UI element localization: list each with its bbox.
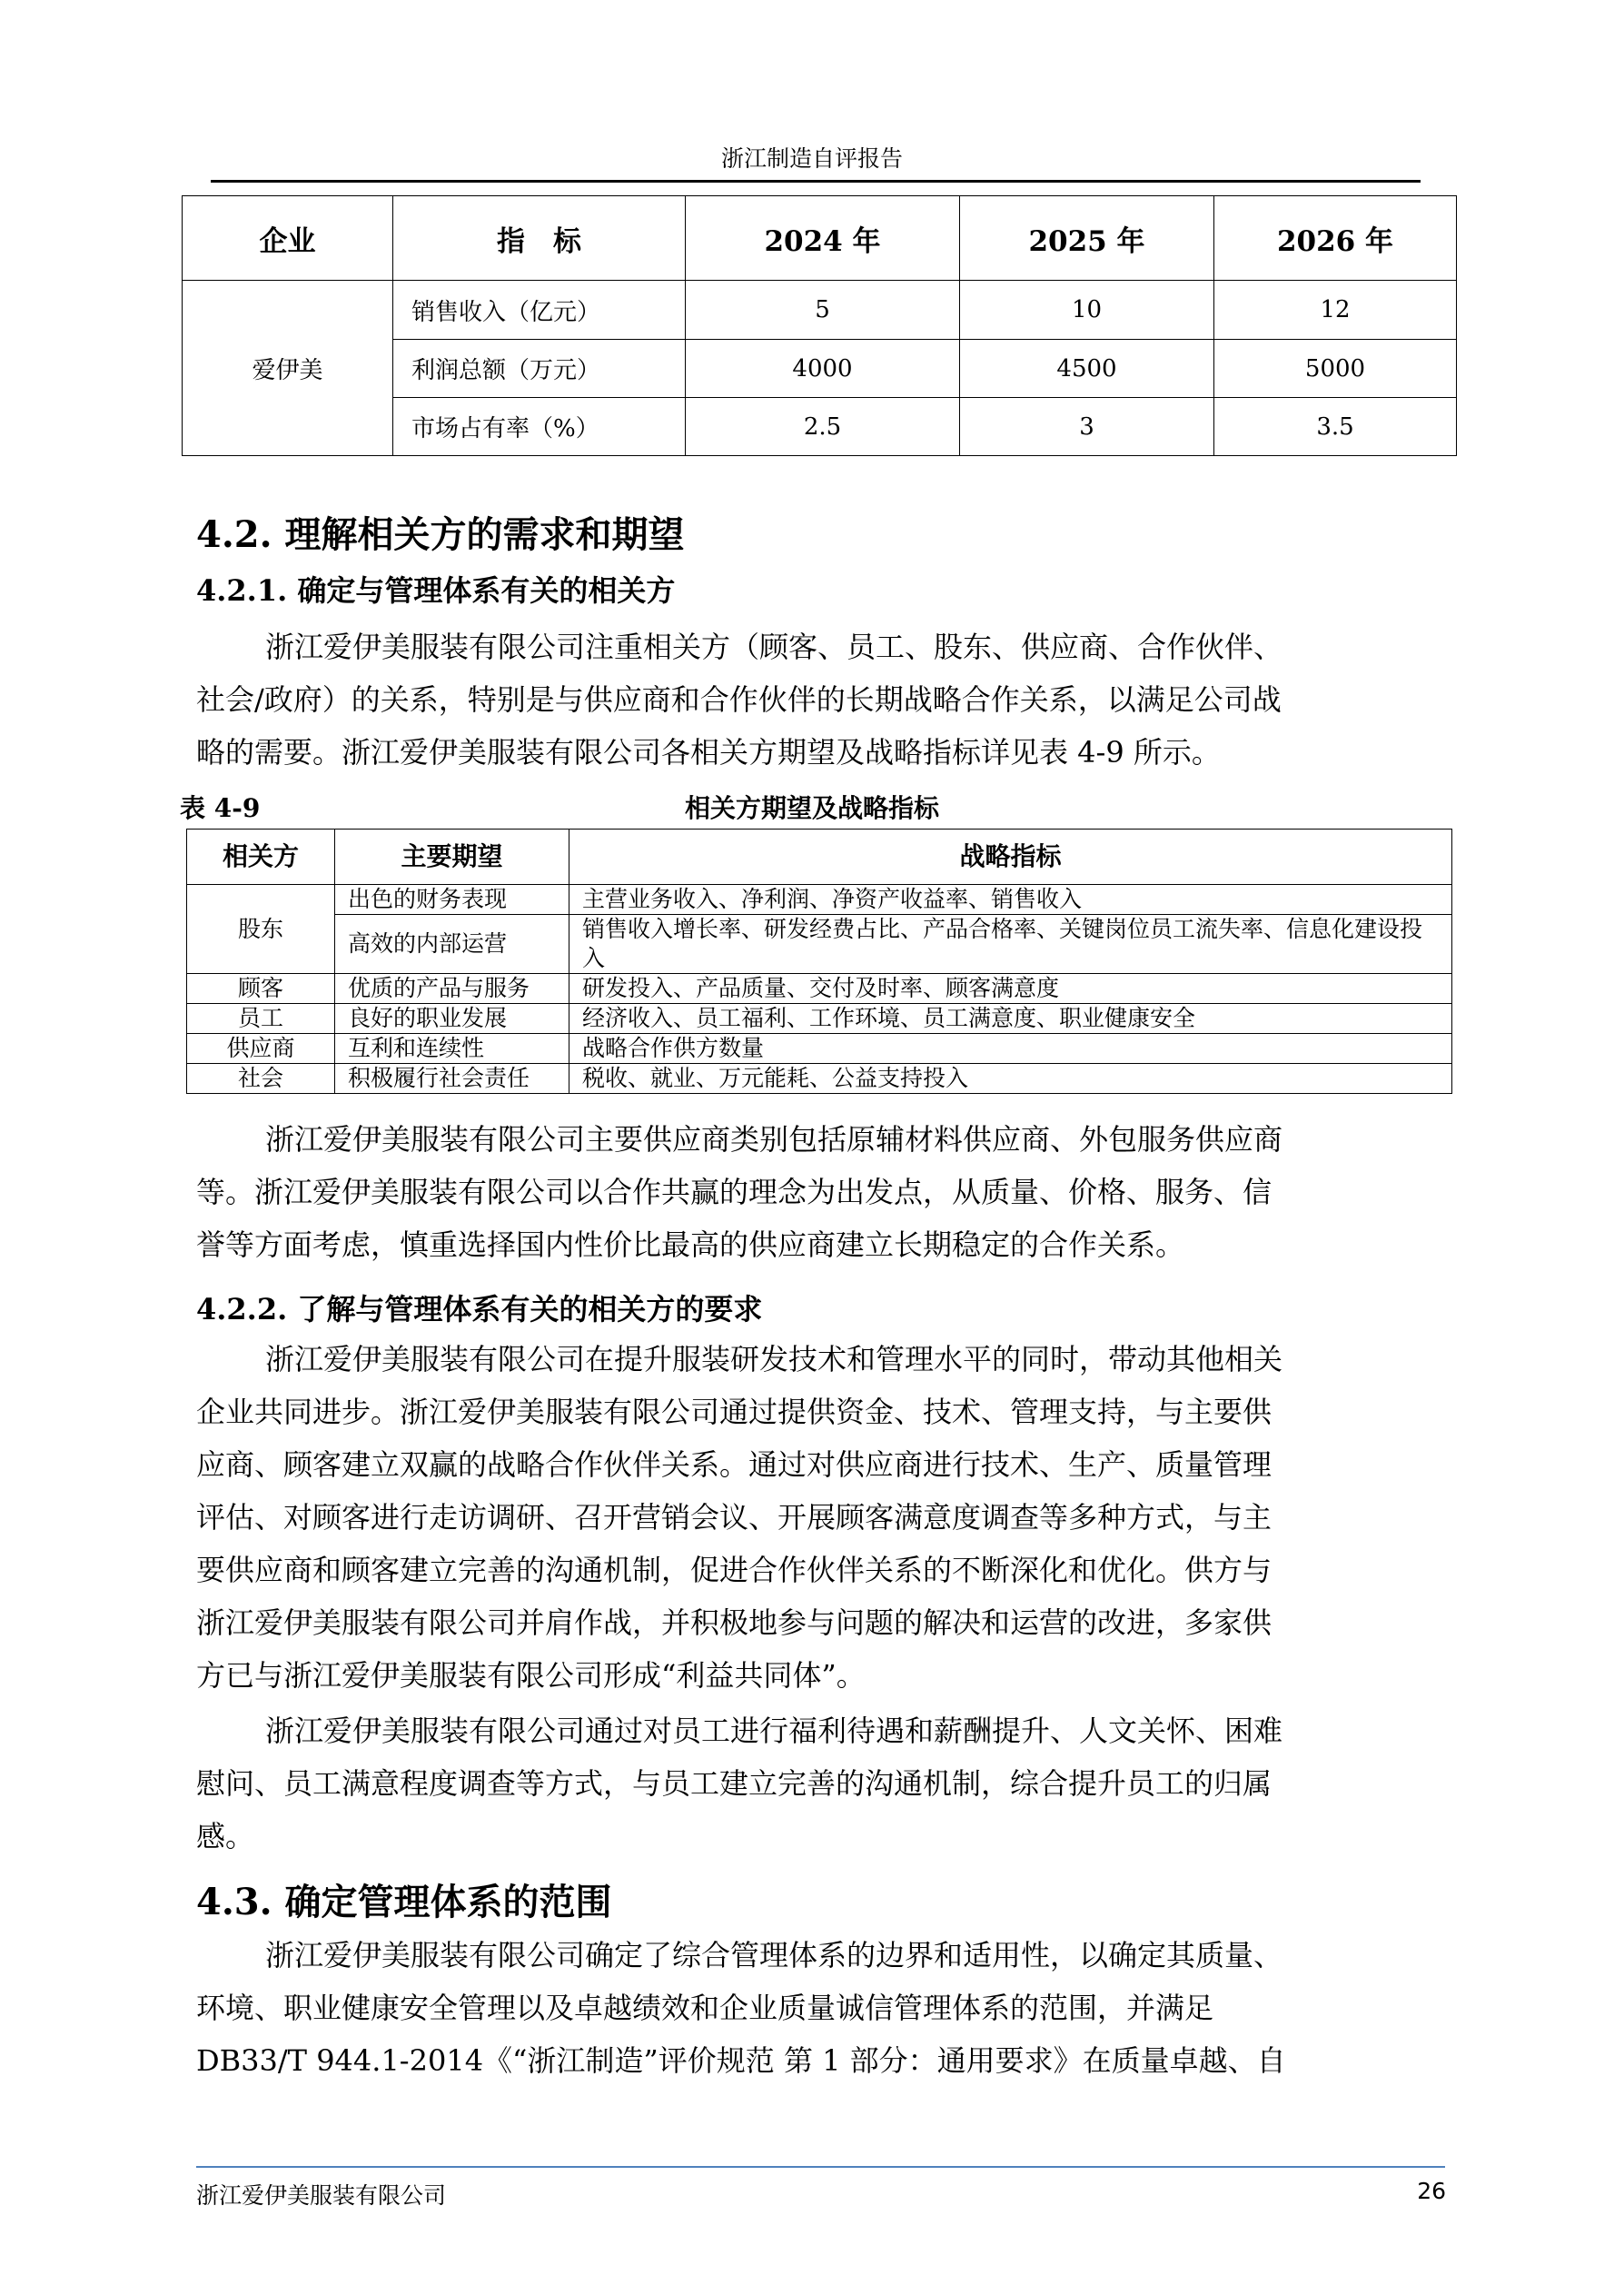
text-line: 等。浙江爱伊美服装有限公司以合作共赢的理念为出发点，从质量、价格、服务、信 [196, 1175, 1272, 1209]
value-cell: 12 [1214, 281, 1457, 340]
table-row [187, 974, 1452, 1004]
text-line: 感。 [196, 1819, 255, 1853]
text-line: 略的需要。浙江爱伊美服装有限公司各相关方期望及战略指标详见表 4-9 所示。 [196, 735, 1221, 770]
expectation-cell: 良好的职业发展 [335, 1004, 569, 1034]
value-cell: 3 [960, 398, 1214, 456]
footer-company: 浙江爱伊美服装有限公司 [196, 2182, 447, 2209]
expectation-cell: 积极履行社会责任 [335, 1064, 569, 1094]
stakeholder-table [186, 829, 1452, 1094]
col-header-2024: 2024 年 [686, 196, 960, 281]
party-cell: 社会 [187, 1064, 335, 1094]
indicator-cell: 市场占有率（%） [393, 398, 686, 456]
col-header-2025: 2025 年 [960, 196, 1214, 281]
indicators-cell: 研发投入、产品质量、交付及时率、顾客满意度 [569, 974, 1452, 1004]
table-caption: 相关方期望及战略指标 [684, 793, 939, 823]
indicators-cell: 销售收入增长率、研发经费占比、产品合格率、关键岗位员工流失率、信息化建设投入 [569, 915, 1452, 974]
text-line: 浙江爱伊美服装有限公司确定了综合管理体系的边界和适用性，以确定其质量、 [265, 1938, 1283, 1972]
col-header-company: 企业 [183, 196, 393, 281]
table-label: 表 4-9 [180, 793, 261, 823]
indicators-cell: 税收、就业、万元能耗、公益支持投入 [569, 1064, 1452, 1094]
text-line: 环境、职业健康安全管理以及卓越绩效和企业质量诚信管理体系的范围，并满足 [196, 1991, 1214, 2025]
text-line: 企业共同进步。浙江爱伊美服装有限公司通过提供资金、技术、管理支持，与主要供 [196, 1395, 1272, 1429]
value-cell: 3.5 [1214, 398, 1457, 456]
table-row [187, 1004, 1452, 1034]
col-header-indicators: 战略指标 [569, 830, 1452, 885]
indicator-cell: 销售收入（亿元） [393, 281, 686, 340]
col-header-party: 相关方 [187, 830, 335, 885]
col-header-2026: 2026 年 [1214, 196, 1457, 281]
section-heading-4-3: 4.3. 确定管理体系的范围 [196, 1881, 612, 1923]
table-row [183, 281, 1457, 340]
party-cell: 顾客 [187, 974, 335, 1004]
text-line: 浙江爱伊美服装有限公司并肩作战，并积极地参与问题的解决和运营的改进，多家供 [196, 1605, 1272, 1640]
table-row [187, 885, 1452, 915]
paragraph [196, 1704, 1445, 1863]
text-line: 浙江爱伊美服装有限公司主要供应商类别包括原辅材料供应商、外包服务供应商 [265, 1122, 1283, 1157]
expectation-cell: 互利和连续性 [335, 1034, 569, 1064]
expectation-cell: 高效的内部运营 [335, 915, 569, 974]
header-rule [211, 180, 1421, 183]
value-cell: 10 [960, 281, 1214, 340]
indicator-cell: 利润总额（万元） [393, 340, 686, 398]
party-cell: 供应商 [187, 1034, 335, 1064]
table-row [187, 1034, 1452, 1064]
text-line: 社会/政府）的关系，特别是与供应商和合作伙伴的长期战略合作关系，以满足公司战 [196, 682, 1282, 717]
subsection-heading-4-2-2: 4.2.2. 了解与管理体系有关的相关方的要求 [196, 1292, 763, 1326]
indicators-cell: 主营业务收入、净利润、净资产收益率、销售收入 [569, 885, 1452, 915]
indicators-cell: 经济收入、员工福利、工作环境、员工满意度、职业健康安全 [569, 1004, 1452, 1034]
paragraph [196, 1333, 1445, 1702]
text-line: 浙江爱伊美服装有限公司在提升服装研发技术和管理水平的同时，带动其他相关 [265, 1342, 1283, 1376]
paragraph [196, 621, 1445, 779]
subsection-heading-4-2-1: 4.2.1. 确定与管理体系有关的相关方 [196, 573, 676, 608]
indicators-cell: 战略合作供方数量 [569, 1034, 1452, 1064]
text-line: 浙江爱伊美服装有限公司通过对员工进行福利待遇和薪酬提升、人文关怀、困难 [265, 1714, 1283, 1748]
text-line: 评估、对顾客进行走访调研、召开营销会议、开展顾客满意度调查等多种方式，与主 [196, 1500, 1272, 1535]
expectation-cell: 优质的产品与服务 [335, 974, 569, 1004]
page-number: 26 [1417, 2178, 1446, 2204]
text-line: 应商、顾客建立双赢的战略合作伙伴关系。通过对供应商进行技术、生产、质量管理 [196, 1447, 1272, 1482]
value-cell: 5 [686, 281, 960, 340]
section-heading-4-2: 4.2. 理解相关方的需求和期望 [196, 513, 685, 556]
text-line: 浙江爱伊美服装有限公司注重相关方（顾客、员工、股东、供应商、合作伙伴、 [265, 630, 1283, 664]
value-cell: 2.5 [686, 398, 960, 456]
text-line: 要供应商和顾客建立完善的沟通机制，促进合作伙伴关系的不断深化和优化。供方与 [196, 1553, 1272, 1587]
company-cell: 爱伊美 [183, 281, 393, 456]
table-row [187, 915, 1452, 974]
party-cell: 股东 [187, 885, 335, 974]
footer-rule [196, 2166, 1445, 2168]
party-cell: 员工 [187, 1004, 335, 1034]
value-cell: 4000 [686, 340, 960, 398]
paragraph [196, 1113, 1445, 1271]
text-line: 方已与浙江爱伊美服装有限公司形成“利益共同体”。 [196, 1658, 866, 1693]
value-cell: 4500 [960, 340, 1214, 398]
text-line: 誉等方面考虑，慎重选择国内性价比最高的供应商建立长期稳定的合作关系。 [196, 1227, 1185, 1262]
text-line: DB33/T 944.1-2014《“浙江制造”评价规范 第 1 部分：通用要求》在质量卓越、自 [196, 2043, 1286, 2078]
sales-targets-table [182, 195, 1457, 456]
text-line: 慰问、员工满意程度调查等方式，与员工建立完善的沟通机制，综合提升员工的归属 [196, 1766, 1272, 1801]
running-header: 浙江制造自评报告 [720, 145, 903, 172]
table-row [187, 1064, 1452, 1094]
expectation-cell: 出色的财务表现 [335, 885, 569, 915]
paragraph [196, 1929, 1445, 2087]
col-header-expectation: 主要期望 [335, 830, 569, 885]
col-header-indicator: 指 标 [393, 196, 686, 281]
value-cell: 5000 [1214, 340, 1457, 398]
